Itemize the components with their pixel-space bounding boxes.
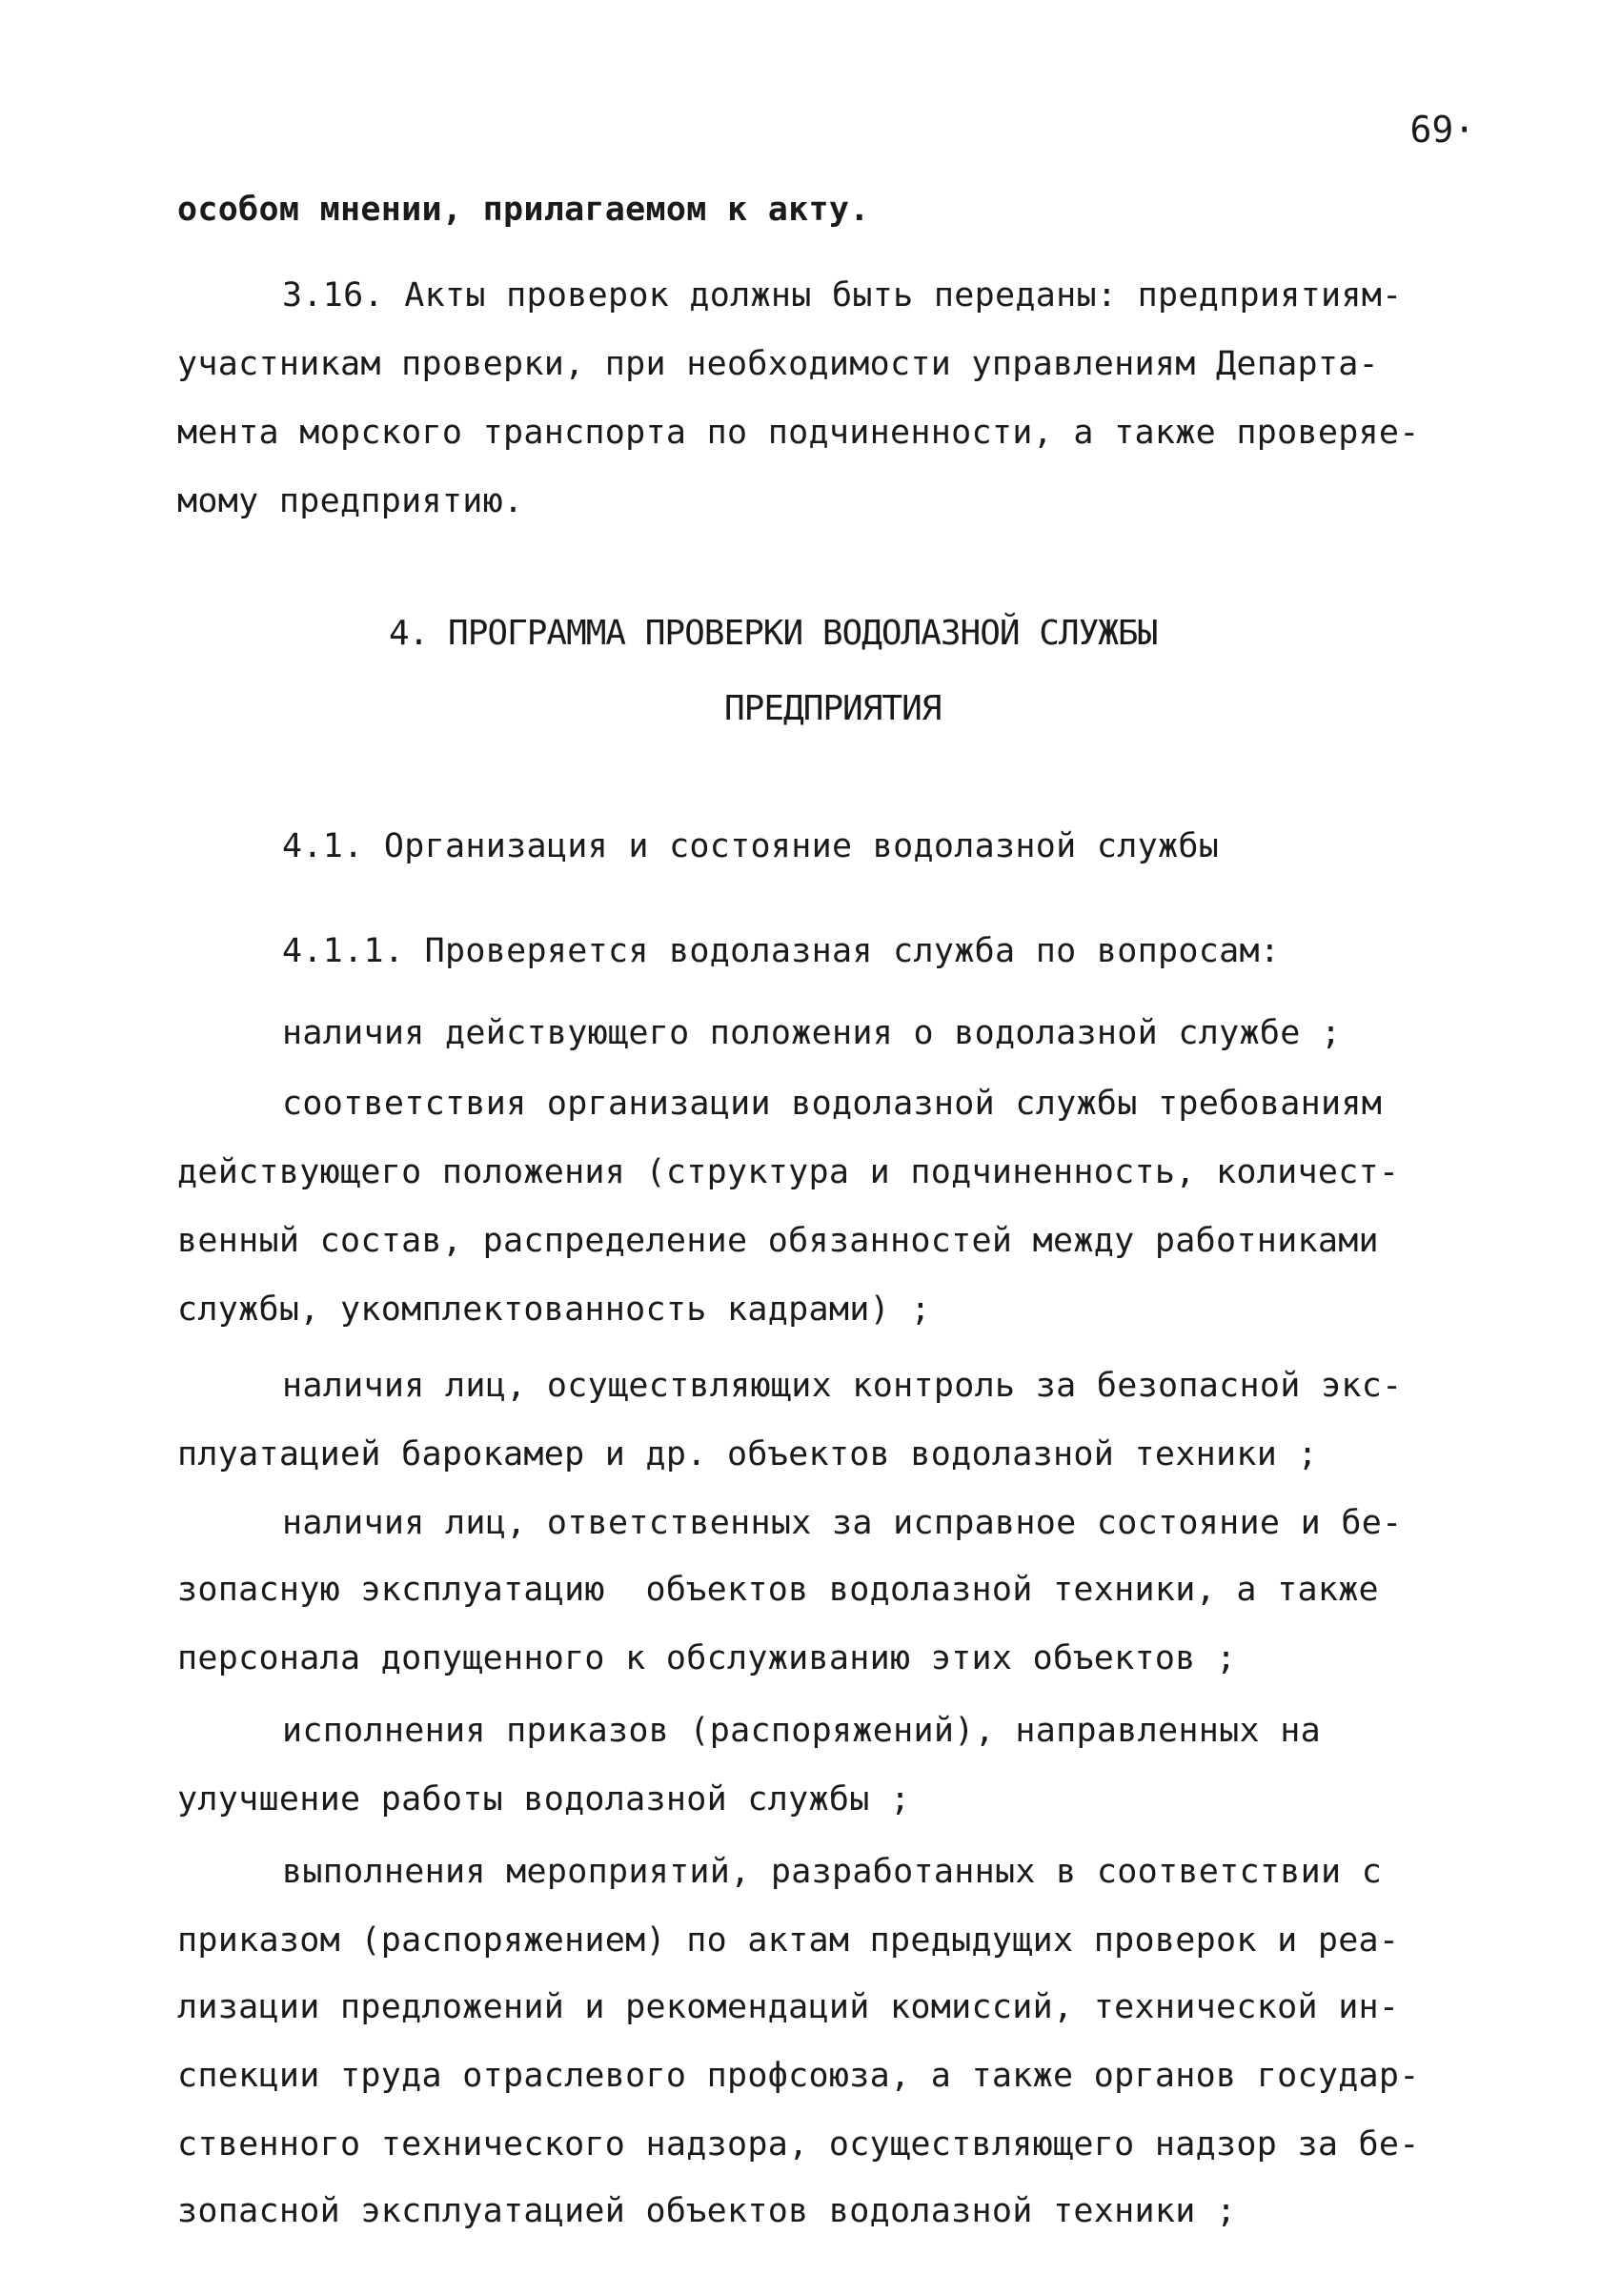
list-item: приказом (распоряжением) по актам предыдущих проверок и реа- <box>177 1921 1400 1960</box>
list-item: наличия лиц, ответственных за исправное состояние и бе- <box>282 1504 1403 1542</box>
list-item: службы, укомплектованность кадрами) ; <box>177 1290 931 1329</box>
page-number <box>1323 67 1475 193</box>
list-item: улучшение работы водолазной службы ; <box>177 1780 911 1819</box>
paragraph-3-16-line: мому предприятию. <box>177 482 524 520</box>
paragraph-continuation: особом мнении, прилагаемом к акту. <box>177 191 870 229</box>
list-item: действующего положения (структура и подчиненность, количест- <box>177 1153 1400 1191</box>
paragraph-3-16-line: участникам проверки, при необходимости управлениям Департа- <box>177 345 1379 383</box>
list-item: исполнения приказов (распоряжений), направленных на <box>282 1712 1321 1750</box>
list-item: выполнения мероприятий, разработанных в соответствии с <box>282 1853 1383 1891</box>
list-item: ственного технического надзора, осуществляющего надзор за бе- <box>177 2125 1420 2164</box>
section-heading: ПРЕДПРИЯТИЯ <box>724 689 942 728</box>
section-heading: 4. ПРОГРАММА ПРОВЕРКИ ВОДОЛАЗНОЙ СЛУЖБЫ <box>389 614 1158 653</box>
subsection-item-title: 4.1.1. Проверяется водолазная служба по вопросам: <box>282 932 1281 970</box>
list-item: зопасной эксплуатацией объектов водолазной техники ; <box>177 2192 1237 2230</box>
list-item: спекции труда отраслевого профсоюза, а также органов государ- <box>177 2057 1420 2095</box>
list-item: наличия действующего положения о водолазной службе ; <box>282 1014 1342 1052</box>
list-item: соответствия организации водолазной службы требованиям <box>282 1085 1383 1123</box>
list-item: зопасную эксплуатацию объектов водолазной техники, а также <box>177 1571 1379 1609</box>
paragraph-3-16-line: мента морского транспорта по подчиненности, а также проверяе- <box>177 414 1420 452</box>
list-item: венный состав, распределение обязанностей между работниками <box>177 1222 1379 1260</box>
paragraph-3-16-line: 3.16. Акты проверок должны быть переданы: предприятиям- <box>282 276 1403 315</box>
list-item: персонала допущенного к обслуживанию этих объектов ; <box>177 1639 1237 1677</box>
page-number-dot: · <box>1453 109 1476 151</box>
list-item: наличия лиц, осуществляющих контроль за безопасной экс- <box>282 1367 1403 1405</box>
list-item: лизации предложений и рекомендаций комиссий, технической ин- <box>177 1988 1400 2026</box>
subsection-title: 4.1. Организация и состояние водолазной службы <box>282 827 1220 865</box>
list-item: плуатацией барокамер и др. объектов водолазной техники ; <box>177 1435 1318 1473</box>
page-number-value: 69 <box>1409 109 1454 151</box>
